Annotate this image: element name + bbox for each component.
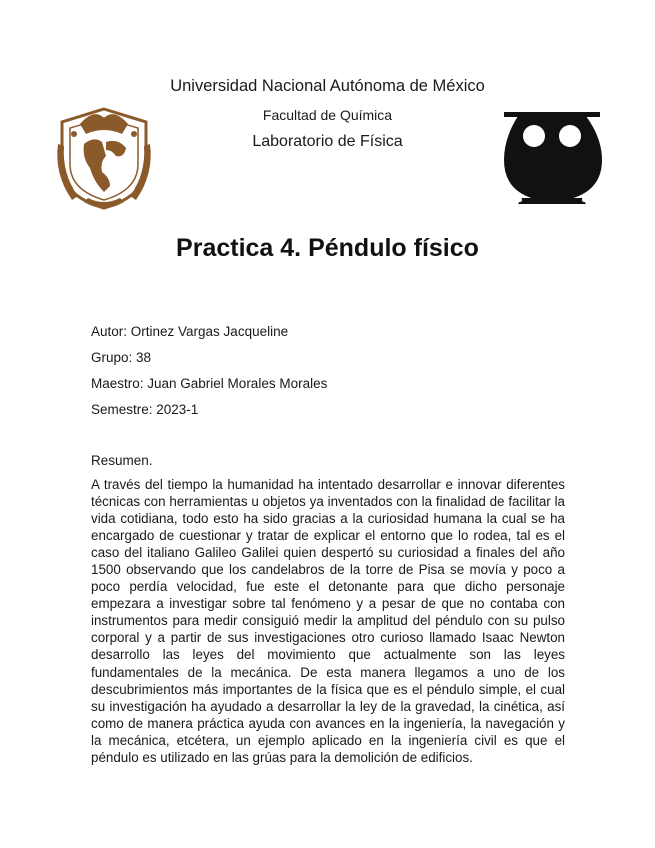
- facultad-quimica-logo-icon: [500, 108, 604, 204]
- abstract-paragraph: A través del tiempo la humanidad ha intentado desarrollar e innovar diferentes técnicas con herramientas u objetos ya inventados con la finalidad de facilitar la vida cotidiana, todo esto ha sido gracias a la curiosidad humana la cual se ha encargado de cuestionar y tratar de explicar el entorno que lo rodea, tal es el caso del italiano Galileo Galilei quien despertó su curiosidad a finales del año 1500 observando que los candelabros de la torre de Pisa se movía y poco a poco perdía velocidad, fue este el detonante para que dicho personaje empezara a investigar sobre tal fenómeno y a pesar de que no contaba con instrumentos para medir consiguió medir la amplitud del péndulo con su pulso corporal y a partir de sus investigaciones otro curioso llamado Isaac Newton desarrollo las leyes del movimiento que actualmente son las leyes fundamentales de la mecánica. De esta manera llegamos a uno de los descubrimientos más importantes de la física que es el péndulo simple, el cual su investigación ha ayudado a desarrollar la ley de la gravedad, la cinética, así como de manera práctica ayuda con avances en la ingeniería, la navegación y la mecánica, etcétera, un ejemplo aplicado en la ingeniería civil es que el péndulo es utilizado en las grúas para la demolición de edificios.: [91, 477, 565, 765]
- faculty-name: Facultad de Química: [262, 107, 393, 123]
- unam-seal-icon: [54, 104, 154, 214]
- university-name: Universidad Nacional Autónoma de México: [170, 77, 485, 95]
- author-line: Autor: Ortinez Vargas Jacqueline: [91, 324, 289, 339]
- document-title: Practica 4. Péndulo físico: [176, 234, 479, 262]
- teacher-line: Maestro: Juan Gabriel Morales Morales: [91, 376, 328, 391]
- group-line: Grupo: 38: [91, 350, 152, 365]
- semester-line: Semestre: 2023-1: [91, 402, 199, 417]
- laboratory-name: Laboratorio de Física: [252, 133, 403, 150]
- abstract-heading: Resumen.: [91, 453, 153, 468]
